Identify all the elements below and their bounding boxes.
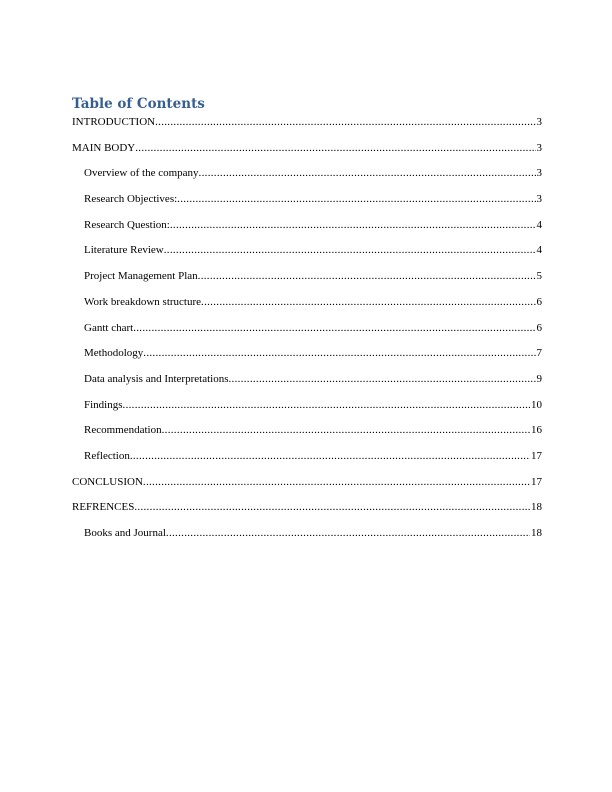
toc-entry[interactable] [72, 422, 542, 448]
toc-entry[interactable] [72, 114, 542, 140]
toc-dot-leader [228, 371, 535, 387]
toc-entry-label: Project Management Plan [84, 270, 198, 283]
toc-page-number: 17 [531, 475, 542, 488]
toc-dot-leader [130, 448, 530, 464]
toc-entry[interactable] [72, 242, 542, 268]
toc-entry[interactable] [72, 474, 542, 500]
toc-entry-label: Overview of the company [84, 167, 199, 180]
toc-entry-label: Literature Review [84, 244, 164, 257]
toc-entry[interactable] [72, 217, 542, 243]
toc-entry[interactable] [72, 140, 542, 166]
toc-entry-label: Research Question: [84, 218, 170, 231]
toc-dot-leader [133, 320, 535, 336]
toc-dot-leader [155, 114, 535, 130]
toc-entry-label: Work breakdown structure [84, 295, 202, 308]
toc-entry[interactable] [72, 397, 542, 423]
toc-page-number: 9 [536, 372, 542, 385]
toc-entry[interactable] [72, 525, 542, 551]
toc-entry-label: INTRODUCTION [72, 116, 156, 128]
toc-dot-leader [123, 397, 530, 413]
toc-entry-label: Findings [84, 398, 123, 411]
toc-entry-label: Reflection [84, 449, 130, 462]
toc-page-number: 18 [531, 501, 542, 514]
toc-page-number: 6 [536, 295, 542, 308]
toc-entry-label: Methodology [84, 347, 144, 360]
toc-entry[interactable] [72, 320, 542, 346]
toc-page-number: 4 [536, 244, 542, 257]
toc-entry[interactable] [72, 499, 542, 525]
toc-dot-leader [170, 217, 536, 233]
toc-entry[interactable] [72, 268, 542, 294]
toc-dot-leader [199, 165, 536, 181]
toc-dot-leader [143, 474, 530, 490]
toc-entry[interactable] [72, 294, 542, 320]
toc-page-number: 4 [536, 218, 542, 231]
toc-entry-label: CONCLUSION [72, 475, 143, 488]
toc-entry[interactable] [72, 371, 542, 397]
toc-entry-label: Gantt chart [84, 321, 134, 334]
toc-entry-label: Research Objectives: [84, 193, 178, 206]
toc-page-number: 5 [536, 270, 542, 283]
toc-dot-leader [198, 268, 536, 284]
toc-page-number: 6 [536, 321, 542, 334]
toc-dot-leader [135, 140, 535, 156]
toc-page-number: 3 [536, 116, 542, 128]
toc-page-number: 17 [531, 449, 542, 462]
toc-page-number: 3 [536, 141, 542, 154]
toc-page-number: 18 [531, 527, 542, 539]
table-of-contents [72, 114, 542, 551]
toc-entry[interactable] [72, 191, 542, 217]
toc-entry[interactable] [72, 345, 542, 371]
toc-entry-label: Data analysis and Interpretations [84, 372, 229, 385]
toc-entry[interactable] [72, 448, 542, 474]
toc-dot-leader [177, 191, 535, 207]
toc-dot-leader [162, 422, 530, 438]
toc-page-number: 7 [536, 347, 542, 360]
toc-page-number: 16 [531, 424, 542, 437]
toc-entry-label: REFRENCES [72, 501, 135, 514]
toc-dot-leader [143, 345, 535, 361]
toc-entry[interactable] [72, 165, 542, 191]
toc-entry-label: Books and Journal [84, 527, 166, 539]
toc-page-number: 10 [531, 398, 542, 411]
toc-page-number: 3 [536, 167, 542, 180]
toc-dot-leader [201, 294, 535, 310]
toc-dot-leader [134, 499, 530, 515]
toc-title: Table of Contents [72, 96, 205, 112]
toc-dot-leader [164, 242, 536, 258]
toc-page-number: 3 [536, 193, 542, 206]
toc-entry-label: Recommendation [84, 424, 162, 437]
toc-dot-leader [166, 525, 530, 541]
toc-entry-label: MAIN BODY [72, 141, 136, 154]
